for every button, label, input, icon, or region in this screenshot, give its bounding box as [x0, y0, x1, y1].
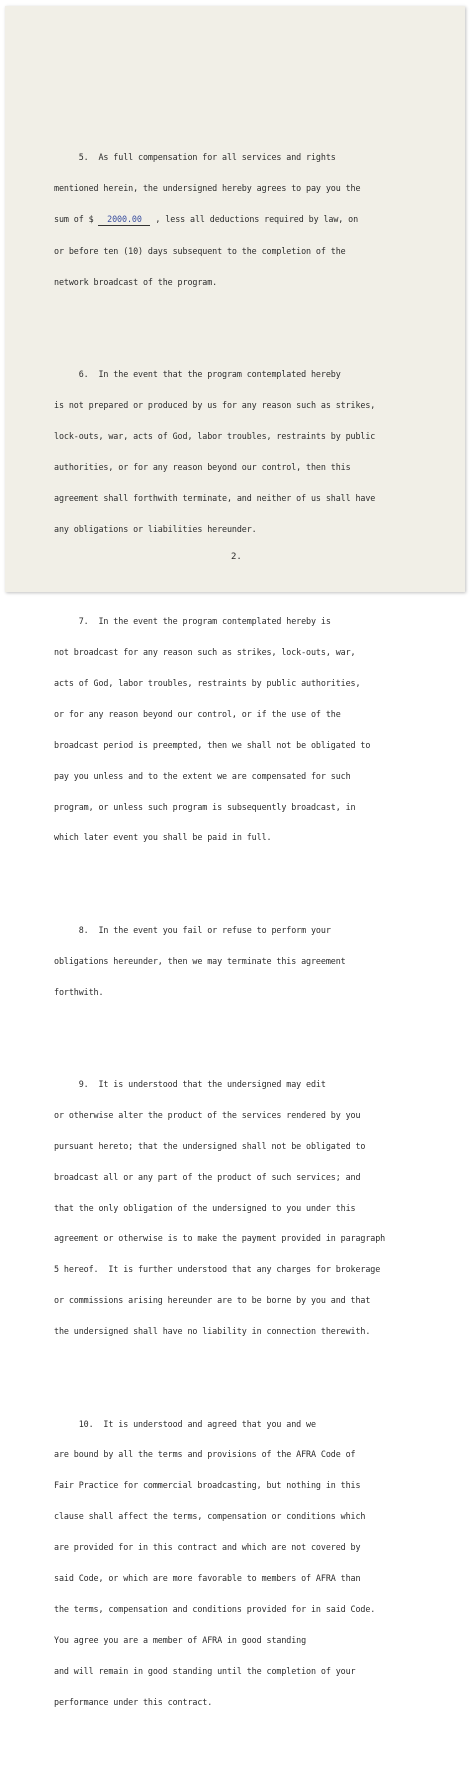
sum-continuation: , less all deductions required by law, on	[150, 214, 359, 225]
paragraph-6	[54, 349, 444, 555]
paragraph-7-line: not broadcast for any reason such as strikes, lock-outs, war,	[54, 647, 356, 658]
paragraph-5	[54, 132, 444, 308]
paragraph-6-line: 6. In the event that the program contemplated hereby	[54, 369, 341, 380]
paragraph-10-line: Fair Practice for commercial broadcasting, but nothing in this	[54, 1480, 361, 1491]
paragraph-9-line: or otherwise alter the product of the services rendered by you	[54, 1109, 361, 1120]
paragraph-9-line: 5 hereof. It is further understood that any charges for brokerage	[54, 1264, 381, 1275]
paragraph-9	[54, 1058, 444, 1357]
paragraph-10-line: 10. It is understood and agreed that you and we	[54, 1418, 316, 1429]
paragraph-8	[54, 904, 444, 1017]
paragraph-7-line: broadcast period is preempted, then we shall not be obligated to	[54, 739, 371, 750]
paragraph-7-line: or for any reason beyond our control, or if the use of the	[54, 708, 341, 719]
paragraph-5-line-1: 5. As full compensation for all services and rights	[54, 152, 336, 163]
paragraph-6-line: agreement shall forthwith terminate, and neither of us shall have	[54, 492, 376, 503]
paragraph-8-line: 8. In the event you fail or refuse to perform your	[54, 924, 331, 935]
payment-amount: 2000.00	[98, 214, 150, 225]
page-number: 2.	[231, 552, 242, 562]
paragraph-9-line: that the only obligation of the undersigned to you under this	[54, 1202, 356, 1213]
paragraph-10-line: said Code, or which are more favorable to members of AFRA than	[54, 1572, 361, 1583]
paragraph-10-line: are provided for in this contract and which are not covered by	[54, 1542, 361, 1553]
paragraph-9-line: pursuant hereto; that the undersigned shall not be obligated to	[54, 1140, 366, 1151]
paragraph-5-line-4: or before ten (10) days subsequent to the completion of the	[54, 246, 346, 257]
paragraph-7-line: which later event you shall be paid in full.	[54, 832, 272, 843]
document-page	[5, 6, 465, 1707]
paragraph-8-line: obligations hereunder, then we may terminate this agreement	[54, 955, 346, 966]
paragraph-9-line: broadcast all or any part of the product of such services; and	[54, 1171, 361, 1182]
paragraph-6-line: any obligations or liabilities hereunder.	[54, 523, 257, 534]
paragraph-7-line: program, or unless such program is subsequently broadcast, in	[54, 801, 356, 812]
paragraph-10-line: You agree you are a member of AFRA in good standing	[54, 1634, 307, 1645]
paragraph-6-line: lock-outs, war, acts of God, labor troubles, restraints by public	[54, 431, 376, 442]
paragraph-10-line: performance under this contract.	[54, 1696, 213, 1707]
sum-label: sum of $	[54, 214, 99, 225]
paragraph-5-line-2: mentioned herein, the undersigned hereby agrees to pay you the	[54, 183, 361, 194]
paragraph-8-line: forthwith.	[54, 986, 104, 997]
paragraph-9-line: agreement or otherwise is to make the payment provided in paragraph	[54, 1233, 386, 1244]
paragraph-5-line-3	[54, 214, 444, 225]
paragraph-10-line: clause shall affect the terms, compensation or conditions which	[54, 1511, 366, 1522]
paragraph-10-line: the terms, compensation and conditions provided for in said Code.	[54, 1603, 376, 1614]
paragraph-6-line: is not prepared or produced by us for any reason such as strikes,	[54, 400, 376, 411]
paragraph-7-line: pay you unless and to the extent we are compensated for such	[54, 770, 351, 781]
paragraph-7	[54, 596, 444, 864]
paragraph-10-line: are bound by all the terms and provisions of the AFRA Code of	[54, 1449, 356, 1460]
paragraph-10-line: and will remain in good standing until the completion of your	[54, 1665, 356, 1676]
paragraph-9-line: the undersigned shall have no liability in connection therewith.	[54, 1326, 371, 1337]
paragraph-10	[54, 1398, 444, 1728]
paragraph-6-line: authorities, or for any reason beyond our control, then this	[54, 462, 351, 473]
paragraph-9-line: 9. It is understood that the undersigned may edit	[54, 1079, 326, 1090]
paragraph-5-line-5: network broadcast of the program.	[54, 277, 218, 288]
paragraph-9-line: or commissions arising hereunder are to be borne by you and that	[54, 1295, 371, 1306]
paragraph-7-line: 7. In the event the program contemplated hereby is	[54, 616, 331, 627]
paragraph-7-line: acts of God, labor troubles, restraints by public authorities,	[54, 678, 361, 689]
contract-body	[54, 101, 444, 1768]
